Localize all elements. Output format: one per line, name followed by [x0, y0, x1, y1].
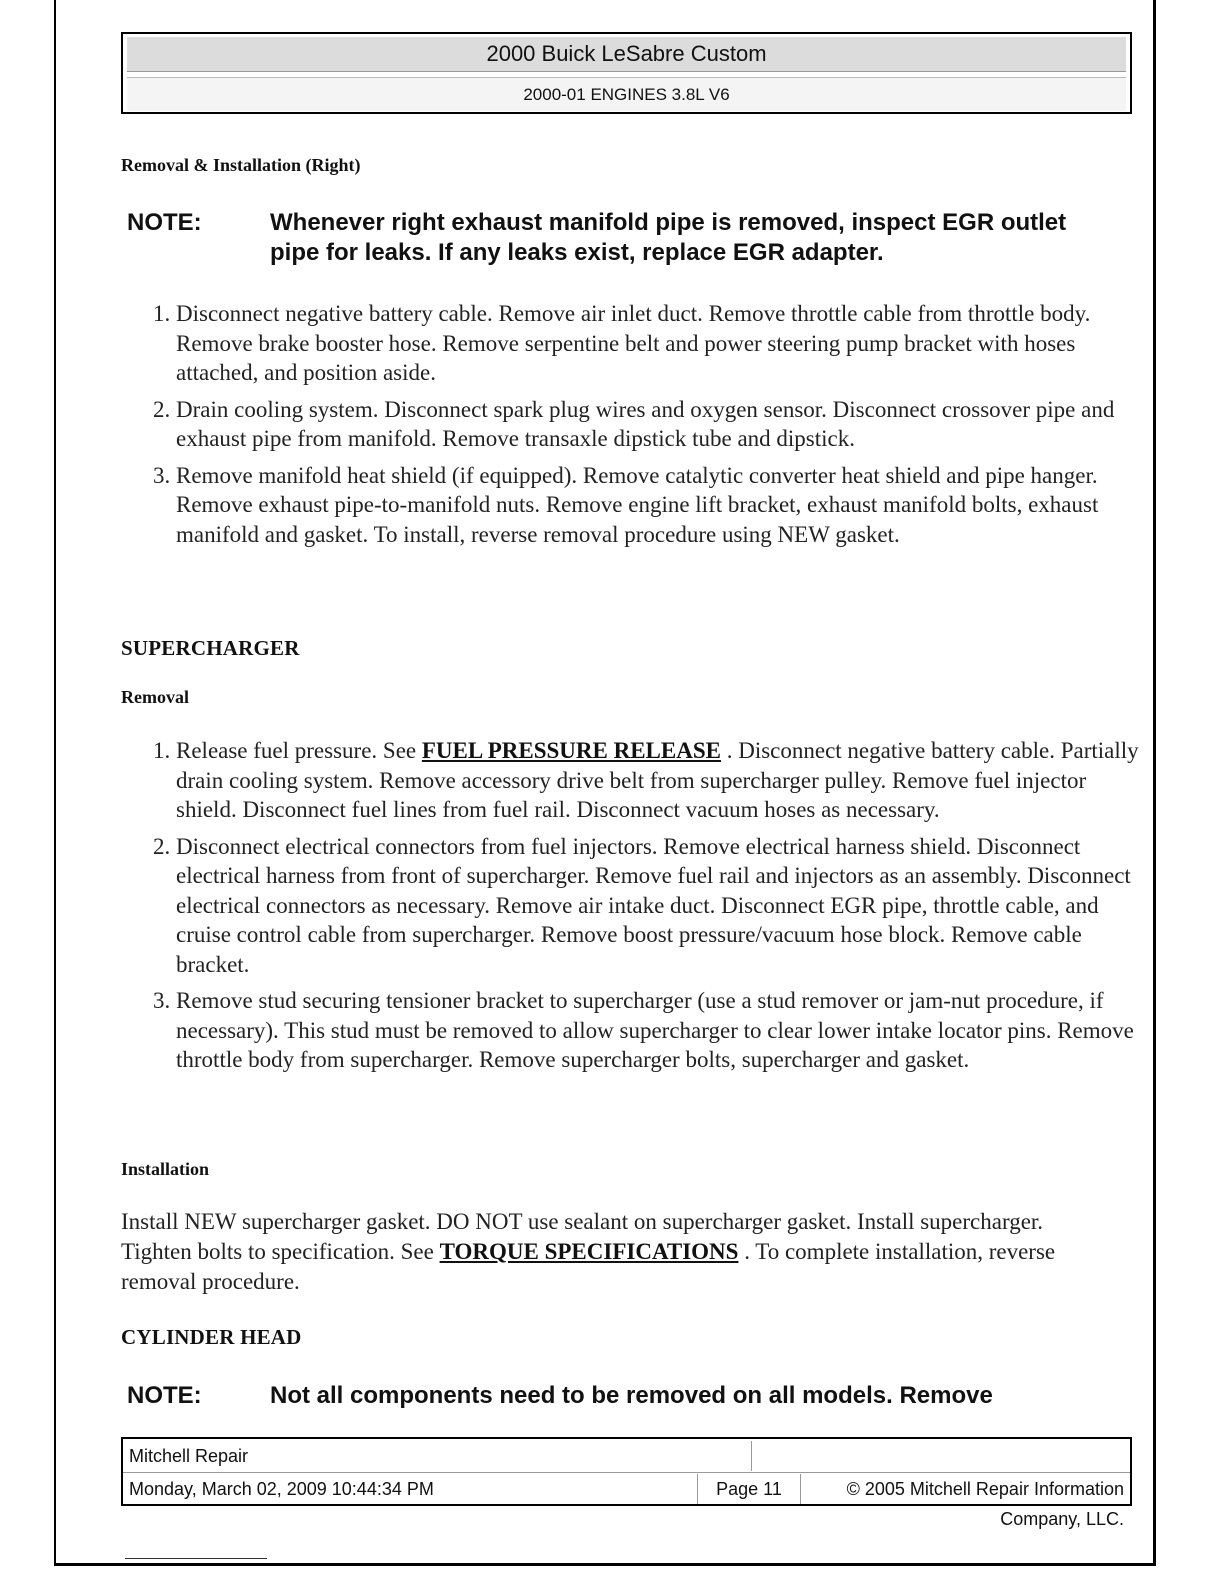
- installation-paragraph: [121, 1207, 1081, 1297]
- heading-removal-installation-right: Removal & Installation (Right): [121, 155, 361, 175]
- heading-cylinder-head: CYLINDER HEAD: [121, 1325, 302, 1349]
- footer-blank-cell: [751, 1441, 1126, 1471]
- heading-supercharger: SUPERCHARGER: [121, 636, 300, 660]
- heading-installation: Installation: [121, 1159, 210, 1179]
- installation-text: Install NEW supercharger gasket. DO NOT use sealant on supercharger gasket. Install supercharger. Tighten bolts to specification. See: [121, 1209, 1044, 1264]
- note-label: NOTE:: [127, 209, 202, 236]
- removal-right-steps: [121, 299, 1151, 556]
- heading-supercharger-removal: Removal: [121, 687, 189, 707]
- footer-copyright: © 2005 Mitchell Repair Information Company, LLC.: [846, 1479, 1124, 1529]
- fuel-pressure-release-link[interactable]: FUEL PRESSURE RELEASE: [421, 738, 721, 763]
- supercharger-step-2: 2. Disconnect electrical connectors from fuel injectors. Remove electrical harness shield. Disconnect electrical harness from front of supercharger. Remove fuel rail and injectors as an assembly. Disconnect electrical connectors as necessary. Remove air intake duct. Disconnect EGR pipe, throttle cable, and cruise control cable from supercharger. Remove boost pressure/vacuum hose block. Remove cable bracket.: [176, 832, 1151, 980]
- footer-divider: [123, 1472, 1130, 1473]
- note-label: NOTE:: [127, 1382, 202, 1409]
- vehicle-title: 2000 Buick LeSabre Custom: [127, 37, 1126, 72]
- supercharger-step-1-text: Release fuel pressure. See: [176, 738, 422, 763]
- section-subtitle: 2000-01 ENGINES 3.8L V6: [127, 77, 1126, 111]
- page-footer: [121, 1437, 1132, 1529]
- removal-right-step-2: 2. Drain cooling system. Disconnect spark plug wires and oxygen sensor. Disconnect crossover pipe and exhaust pipe from manifold. Remove transaxle dipstick tube and dipstick.: [176, 395, 1151, 454]
- footer-page-number: Page 11: [697, 1474, 801, 1504]
- supercharger-step-1-text-cont: . Disconnect negative battery cable. Partially drain cooling system. Remove accessory drive belt from supercharger pulley. Remove fuel injector shield. Disconnect fuel lines from fuel rail. Disconnect vacuum hoses as necessary.: [176, 738, 1139, 822]
- torque-specifications-link[interactable]: TORQUE SPECIFICATIONS: [439, 1239, 739, 1264]
- supercharger-removal-steps: [121, 736, 1151, 1082]
- supercharger-step-1: [176, 736, 1151, 825]
- installation-text-cont: . To complete installation, reverse removal procedure.: [121, 1239, 1056, 1294]
- supercharger-step-3: 3. Remove stud securing tensioner bracket to supercharger (use a stud remover or jam-nut procedure, if necessary). This stud must be removed to allow supercharger to clear lower intake locator pins. Remove throttle body from supercharger. Remove supercharger bolts, supercharger and gasket.: [176, 986, 1151, 1075]
- footer-datetime: Monday, March 02, 2009 10:44:34 PM: [129, 1479, 434, 1499]
- removal-right-step-1: 1. Disconnect negative battery cable. Remove air inlet duct. Remove throttle cable from throttle body. Remove brake booster hose. Remove serpentine belt and power steering pump bracket with hoses attached, and position aside.: [176, 299, 1151, 388]
- bottom-rule: [125, 1558, 267, 1559]
- document-header: [121, 32, 1132, 114]
- note-text: Whenever right exhaust manifold pipe is removed, inspect EGR outlet pipe for leaks. If any leaks exist, replace EGR adapter.: [270, 209, 1067, 266]
- note-text: Not all components need to be removed on all models. Remove: [270, 1382, 993, 1409]
- footer-brand: Mitchell Repair: [129, 1446, 249, 1466]
- removal-right-step-3: 3. Remove manifold heat shield (if equipped). Remove catalytic converter heat shield and pipe hanger. Remove exhaust pipe-to-manifold nuts. Remove engine lift bracket, exhaust manifold bolts, exhaust manifold and gasket. To install, reverse removal procedure using NEW gasket.: [176, 461, 1151, 550]
